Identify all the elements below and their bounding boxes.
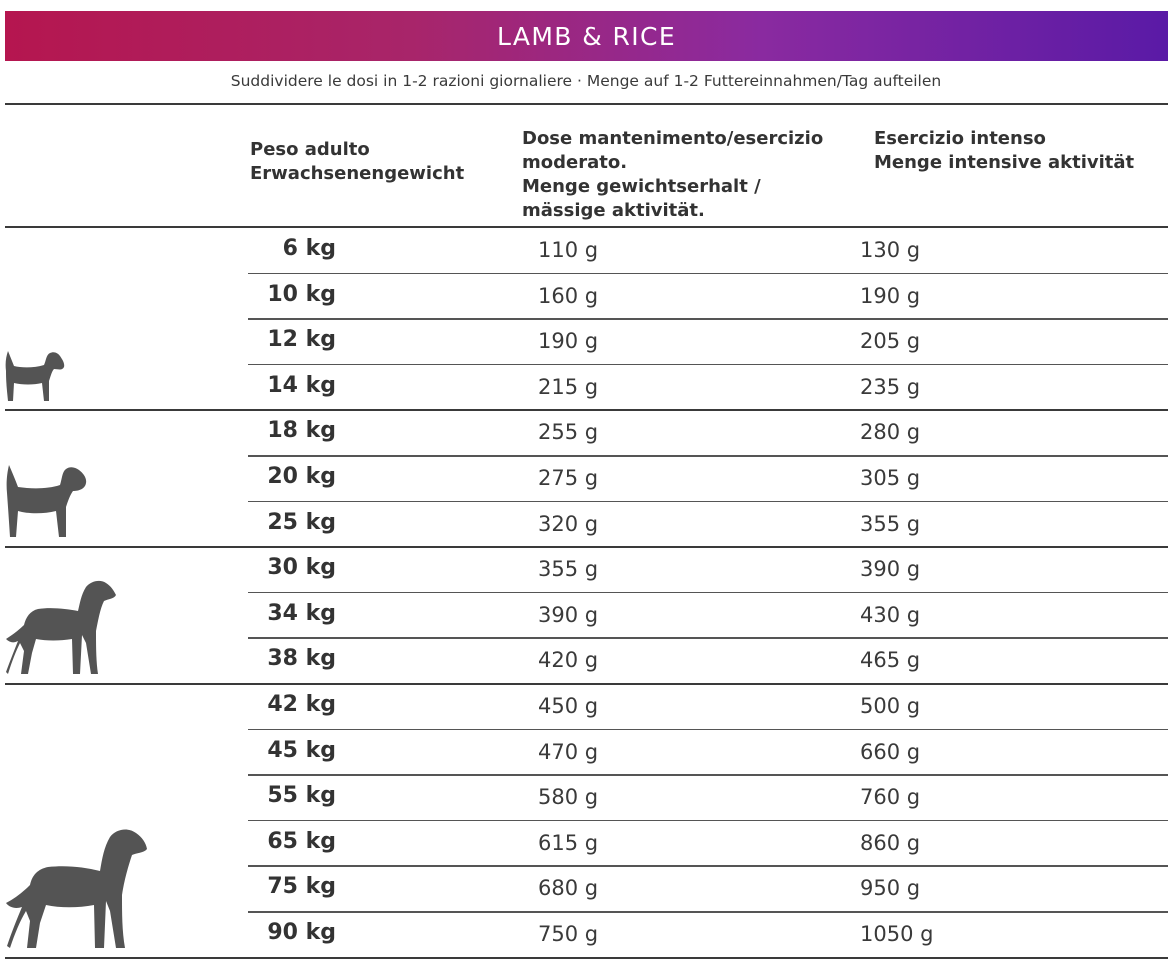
cell-intense: 190 g: [860, 283, 921, 308]
cell-intense: 660 g: [860, 739, 921, 764]
cell-maintenance: 160 g: [538, 283, 599, 308]
table-row: [0, 502, 1172, 547]
cell-maintenance: 275 g: [538, 466, 599, 490]
table-row: [0, 684, 1172, 729]
title-banner: [5, 11, 1168, 61]
cell-weight: 25 kg: [267, 509, 336, 535]
cell-maintenance: 215 g: [538, 374, 599, 399]
column-header-maintenance: Dose mantenimento/esercizio moderato. Menge gewichtserhalt / mässige aktivität.: [522, 128, 824, 221]
table-row: [0, 593, 1172, 638]
cell-intense: 280 g: [860, 420, 921, 445]
cell-intense: 860 g: [860, 830, 921, 855]
cell-intense: 205 g: [860, 329, 921, 354]
cell-weight: 55 kg: [267, 783, 336, 809]
cell-maintenance: 450 g: [538, 694, 599, 718]
cell-maintenance: 470 g: [538, 739, 599, 764]
cell-weight: 90 kg: [267, 920, 336, 945]
dosage-instructions: Suddividere le dosi in 1-2 razioni giornaliere · Menge auf 1-2 Futtereinnahmen/Tag aufteilen: [230, 72, 942, 90]
table-row: [0, 274, 1172, 319]
table-row: [0, 228, 1172, 273]
table-row: [0, 456, 1172, 501]
table-row: [0, 730, 1172, 775]
table-row: [0, 410, 1172, 455]
cell-intense: 430 g: [860, 602, 921, 627]
cell-maintenance: 355 g: [538, 557, 599, 582]
table-row: [0, 547, 1172, 592]
cell-intense: 305 g: [860, 466, 921, 490]
medium-dog-icon: [4, 463, 88, 539]
column-header-weight: Peso adulto Erwachsenengewicht: [250, 139, 465, 184]
cell-intense: 130 g: [860, 238, 921, 262]
cell-weight: 6 kg: [282, 236, 336, 261]
small-dog-icon: [4, 349, 66, 403]
cell-maintenance: 320 g: [538, 511, 599, 536]
cell-intense: 1050 g: [860, 922, 934, 946]
table-row: [0, 365, 1172, 410]
cell-weight: 12 kg: [267, 327, 336, 353]
cell-intense: 355 g: [860, 511, 921, 536]
cell-weight: 30 kg: [267, 555, 336, 581]
table-row: [0, 912, 1172, 957]
cell-weight: 10 kg: [267, 281, 336, 307]
cell-intense: 465 g: [860, 648, 921, 673]
column-header-intense: Esercizio intenso Menge intensive aktivität: [874, 128, 1135, 173]
group-divider: [5, 957, 1168, 959]
cell-weight: 65 kg: [267, 828, 336, 854]
cell-maintenance: 420 g: [538, 648, 599, 673]
cell-maintenance: 615 g: [538, 830, 599, 855]
cell-maintenance: 255 g: [538, 420, 599, 445]
cell-weight: 34 kg: [267, 600, 336, 626]
cell-weight: 42 kg: [267, 692, 336, 717]
cell-maintenance: 390 g: [538, 602, 599, 627]
cell-weight: 45 kg: [267, 737, 336, 763]
cell-maintenance: 750 g: [538, 922, 599, 946]
table-row: [0, 319, 1172, 364]
table-row: [0, 775, 1172, 820]
table-row: [0, 866, 1172, 911]
cell-maintenance: 190 g: [538, 329, 599, 354]
table-row: [0, 638, 1172, 683]
cell-maintenance: 680 g: [538, 876, 599, 901]
cell-intense: 950 g: [860, 876, 921, 901]
page-title: LAMB & RICE: [496, 21, 677, 51]
divider: [5, 103, 1168, 105]
cell-weight: 75 kg: [267, 874, 336, 900]
cell-weight: 20 kg: [267, 464, 336, 489]
cell-maintenance: 580 g: [538, 785, 599, 810]
cell-maintenance: 110 g: [538, 238, 599, 262]
cell-intense: 390 g: [860, 557, 921, 582]
cell-intense: 500 g: [860, 694, 921, 718]
cell-weight: 14 kg: [267, 372, 336, 398]
table-row: [0, 821, 1172, 866]
cell-weight: 18 kg: [267, 418, 336, 444]
cell-intense: 760 g: [860, 785, 921, 810]
cell-intense: 235 g: [860, 374, 921, 399]
large-dog-icon: [4, 577, 118, 676]
giant-dog-icon: [4, 825, 148, 950]
header-divider: [5, 226, 1168, 228]
cell-weight: 38 kg: [267, 646, 336, 672]
